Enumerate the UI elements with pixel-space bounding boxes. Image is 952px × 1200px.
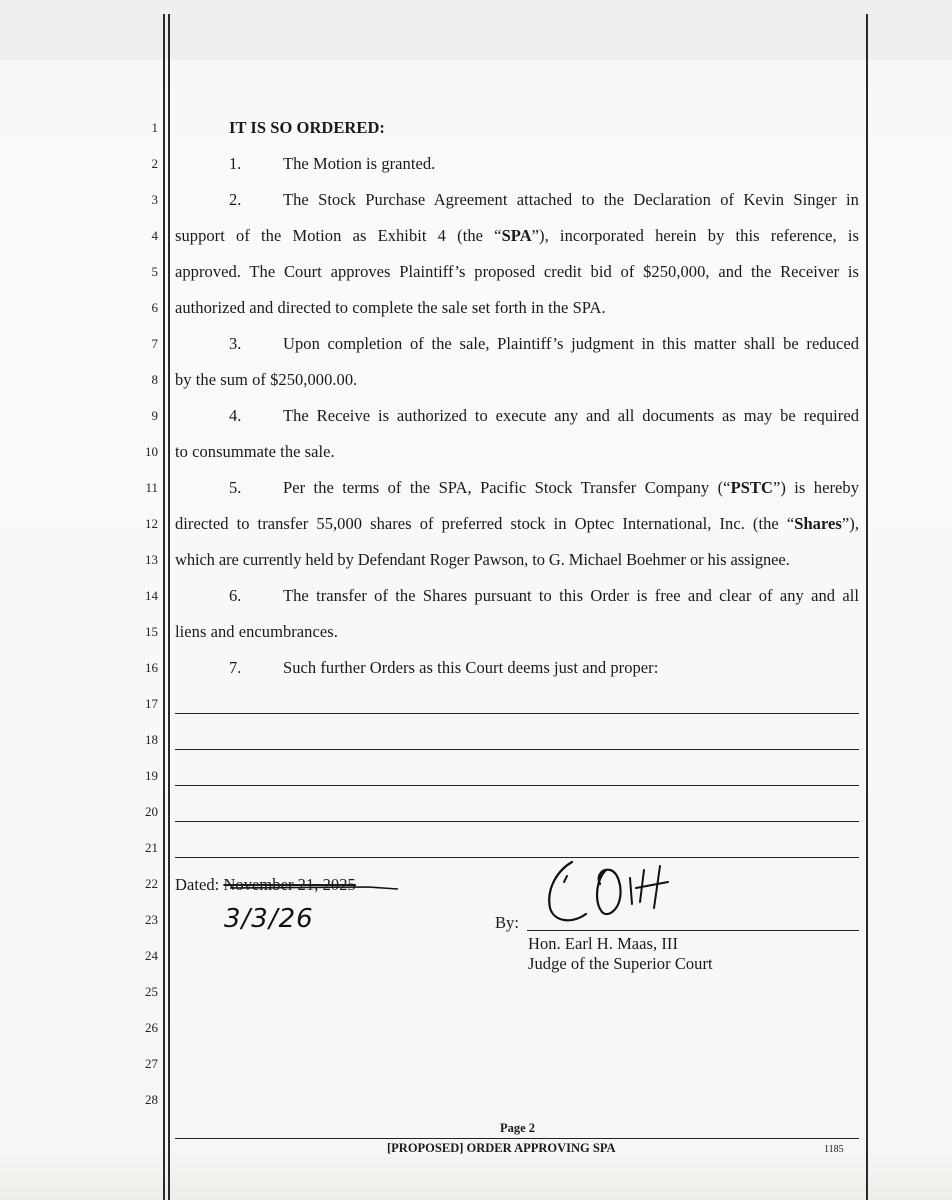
line-number: 16 <box>145 660 158 675</box>
item-5-line-1-a: Per the terms of the SPA, Pacific Stock Transfer Company (“ <box>283 478 731 497</box>
blank-order-line <box>175 713 859 714</box>
judge-signature <box>536 852 686 934</box>
line-number: 7 <box>151 336 158 351</box>
left-margin-rule-inner <box>168 14 170 1200</box>
spa-defined-term: SPA <box>501 226 532 245</box>
blank-order-line <box>175 749 859 750</box>
line-number: 1 <box>151 120 158 135</box>
item-2-line-2-a: support of the Motion as Exhibit 4 (the “ <box>175 226 502 245</box>
line-number: 5 <box>151 264 158 279</box>
line-number: 10 <box>145 444 158 459</box>
line-number: 12 <box>145 516 158 531</box>
line-number: 11 <box>145 480 158 495</box>
right-margin-rule <box>866 14 868 1200</box>
line-number: 13 <box>145 552 158 567</box>
item-2-line-2 <box>175 225 859 247</box>
line-number: 8 <box>151 372 158 387</box>
line-number: 4 <box>151 228 158 243</box>
blank-order-line <box>175 785 859 786</box>
line-number: 20 <box>145 804 158 819</box>
line-number: 9 <box>151 408 158 423</box>
line-number: 24 <box>145 948 158 963</box>
item-3-line-2: by the sum of $250,000.00. <box>175 370 358 389</box>
line-number: 6 <box>151 300 158 315</box>
item-1-text: The Motion is granted. <box>283 154 436 173</box>
line-number: 22 <box>145 876 158 891</box>
line-number: 21 <box>145 840 158 855</box>
item-6-number: 6. <box>229 586 242 605</box>
line-number: 15 <box>145 624 158 639</box>
item-5-line-2-c: ”), <box>841 514 859 533</box>
footer-title: [PROPOSED] ORDER APPROVING SPA <box>387 1141 616 1155</box>
dated-struck-date: November 21, 2025 <box>223 875 356 894</box>
page-number: Page 2 <box>500 1121 536 1135</box>
item-5-line-1-c: ”) is hereby <box>772 478 859 497</box>
line-number: 23 <box>145 912 158 927</box>
item-4-line-1: The Receive is authorized to execute any and all documents as may be required <box>283 406 859 425</box>
strike-through-scribble <box>228 884 400 892</box>
item-1-number: 1. <box>229 154 242 173</box>
dated-label: Dated: <box>175 875 220 894</box>
item-7-number: 7. <box>229 658 242 677</box>
page-top-shade <box>0 0 952 60</box>
line-number: 19 <box>145 768 158 783</box>
pstc-defined-term: PSTC <box>730 478 773 497</box>
item-5-line-1 <box>283 477 859 499</box>
line-number: 27 <box>145 1056 158 1071</box>
left-margin-rule-outer <box>163 14 165 1200</box>
handwritten-date: 3/3/26 <box>224 904 314 934</box>
item-6-line-2: liens and encumbrances. <box>175 622 338 641</box>
item-2-number: 2. <box>229 190 242 209</box>
footer-rule <box>175 1138 859 1139</box>
item-3-number: 3. <box>229 334 242 353</box>
item-4-line-2: to consummate the sale. <box>175 442 335 461</box>
line-number: 18 <box>145 732 158 747</box>
line-number: 3 <box>151 192 158 207</box>
line-number: 26 <box>145 1020 158 1035</box>
item-6-line-1: The transfer of the Shares pursuant to this Order is free and clear of any and all <box>283 586 859 605</box>
item-5-line-3: which are currently held by Defendant Roger Pawson, to G. Michael Boehmer or his assignee. <box>175 550 790 569</box>
item-2-line-4: authorized and directed to complete the sale set forth in the SPA. <box>175 298 606 317</box>
item-5-number: 5. <box>229 478 242 497</box>
item-2-line-1: The Stock Purchase Agreement attached to the Declaration of Kevin Singer in <box>283 190 859 209</box>
line-number: 17 <box>145 696 158 711</box>
line-number: 28 <box>145 1092 158 1107</box>
item-2-line-3: approved. The Court approves Plaintiff’s proposed credit bid of $250,000, and the Receiver is <box>175 262 859 281</box>
blank-order-line <box>175 821 859 822</box>
line-number: 14 <box>145 588 158 603</box>
item-7-text: Such further Orders as this Court deems just and proper: <box>283 658 659 677</box>
blank-order-line <box>175 857 859 858</box>
judge-title: Judge of the Superior Court <box>528 954 713 973</box>
item-2-line-2-c: ”), incorporated herein by this reference, is <box>531 226 860 245</box>
item-4-number: 4. <box>229 406 242 425</box>
shares-defined-term: Shares <box>794 514 842 533</box>
line-number: 25 <box>145 984 158 999</box>
order-heading: IT IS SO ORDERED: <box>229 118 385 137</box>
judge-name: Hon. Earl H. Maas, III <box>528 934 679 953</box>
item-3-line-1: Upon completion of the sale, Plaintiff’s judgment in this matter shall be reduced <box>283 334 859 353</box>
footer-doc-number: 1185 <box>824 1144 844 1155</box>
item-5-line-2 <box>175 513 859 535</box>
item-5-line-2-a: directed to transfer 55,000 shares of preferred stock in Optec International, Inc. (the “ <box>175 514 795 533</box>
line-number: 2 <box>151 156 158 171</box>
by-label: By: <box>495 913 519 932</box>
